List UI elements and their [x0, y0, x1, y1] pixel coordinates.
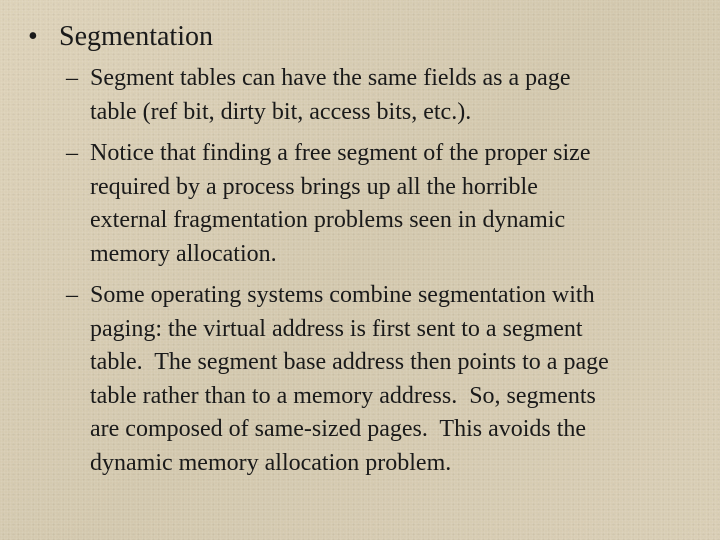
text-line: external fragmentation problems seen in dynamic	[90, 207, 566, 233]
main-bullet-text: Segmentation	[59, 21, 213, 52]
dash-marker: –	[66, 140, 78, 166]
text-line: Some operating systems combine segmentation with	[90, 282, 595, 308]
sub-bullet-segmentation-paging	[66, 279, 706, 480]
text-line: Segment tables can have the same fields as a page	[90, 65, 571, 91]
text-line: are composed of same-sized pages. This avoids the	[90, 416, 587, 442]
sub-bullet-free-segment	[66, 137, 706, 271]
text-line: memory allocation.	[90, 240, 277, 267]
main-bullet	[28, 18, 708, 56]
text-line: dynamic memory allocation problem.	[90, 449, 452, 476]
sub-bullet-list	[66, 62, 706, 488]
text-line: Notice that finding a free segment of the proper size	[90, 140, 591, 166]
bullet-marker: •	[28, 21, 38, 52]
dash-marker: –	[66, 282, 78, 308]
sub-bullet-text	[90, 279, 706, 480]
text-line: table (ref bit, dirty bit, access bits, etc.).	[90, 98, 472, 125]
text-line: table. The segment base address then points to a page	[90, 349, 609, 375]
sub-bullet-segment-tables	[66, 62, 706, 129]
sub-bullet-text	[90, 62, 706, 129]
sub-bullet-text	[90, 137, 706, 271]
text-line: paging: the virtual address is first sent to a segment	[90, 315, 583, 342]
dash-marker: –	[66, 65, 78, 91]
text-line: required by a process brings up all the horrible	[90, 173, 538, 200]
text-line: table rather than to a memory address. So, segments	[90, 382, 596, 409]
